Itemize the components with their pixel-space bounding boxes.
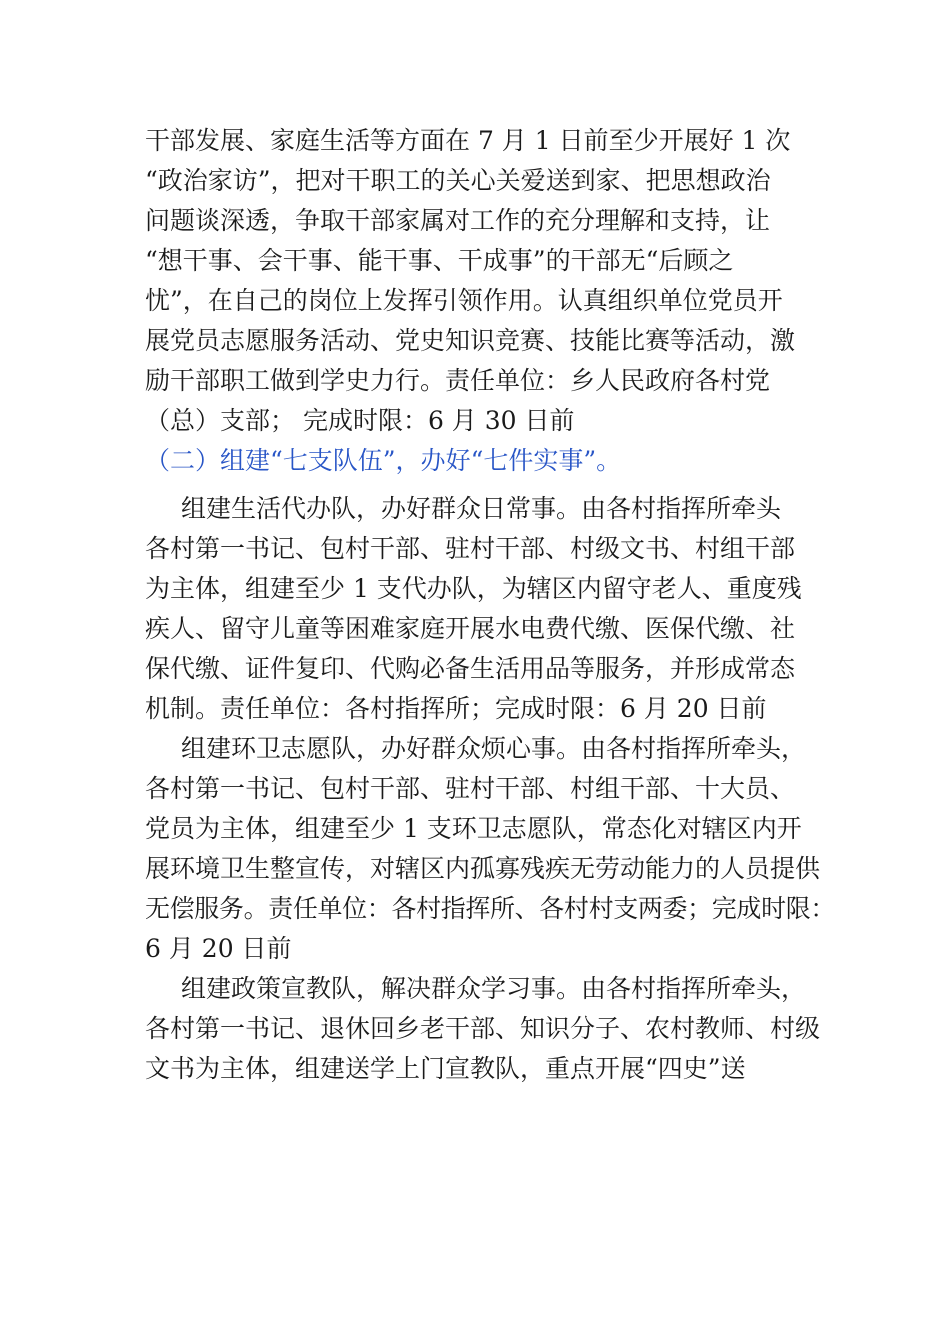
text-line: 机制。责任单位：各村指挥所；完成时限：6 月 20 日前 [145,694,767,723]
text-line: 展党员志愿服务活动、党史知识竞赛、技能比赛等活动，激 [145,326,796,355]
paragraph-life-service-team [145,489,835,729]
text-line: “政治家访”，把对干职工的关心关爱送到家、把思想政治 [145,166,771,195]
text-line: 保代缴、证件复印、代购必备生活用品等服务，并形成常态 [145,654,796,683]
text-line: （总）支部； 完成时限：6 月 30 日前 [145,406,575,435]
paragraph-sanitation-volunteer-team [145,729,835,969]
document-body [145,121,835,1089]
text-line: “想干事、会干事、能干事、干成事”的干部无“后顾之 [145,246,734,275]
text-line: 各村第一书记、退休回乡老干部、知识分子、农村教师、村级 [145,1014,821,1043]
text-line: 各村第一书记、包村干部、驻村干部、村组干部、十大员、 [145,774,796,803]
text-line: 组建生活代办队，办好群众日常事。由各村指挥所牵头 [181,494,782,523]
text-line: 问题谈深透，争取干部家属对工作的充分理解和支持，让 [145,206,771,235]
text-line: 组建环卫志愿队，办好群众烦心事。由各村指挥所牵头， [181,734,807,763]
text-line: 文书为主体，组建送学上门宣教队，重点开展“四史”送 [145,1054,746,1083]
text-line: 党员为主体，组建至少 1 支环卫志愿队，常态化对辖区内开 [145,814,802,843]
text-line: 励干部职工做到学史力行。责任单位：乡人民政府各村党 [145,366,771,395]
text-line: 干部发展、家庭生活等方面在 7 月 1 日前至少开展好 1 次 [145,126,791,155]
section-heading: （二）组建“七支队伍”，办好“七件实事”。 [145,446,622,475]
text-line: 疾人、留守儿童等困难家庭开展水电费代缴、医保代缴、社 [145,614,796,643]
paragraph-continued [145,121,835,441]
text-line: 忧”，在自己的岗位上发挥引领作用。认真组织单位党员开 [145,286,783,315]
text-line: 组建政策宣教队，解决群众学习事。由各村指挥所牵头， [181,974,807,1003]
text-line: 无偿服务。责任单位：各村指挥所、各村村支两委；完成时限： [145,894,836,923]
text-line: 各村第一书记、包村干部、驻村干部、村级文书、村组干部 [145,534,796,563]
text-line: 6 月 20 日前 [145,934,292,963]
text-line: 为主体，组建至少 1 支代办队，为辖区内留守老人、重度残 [145,574,802,603]
text-line: 展环境卫生整宣传，对辖区内孤寡残疾无劳动能力的人员提供 [145,854,821,883]
paragraph-policy-education-team [145,969,835,1089]
